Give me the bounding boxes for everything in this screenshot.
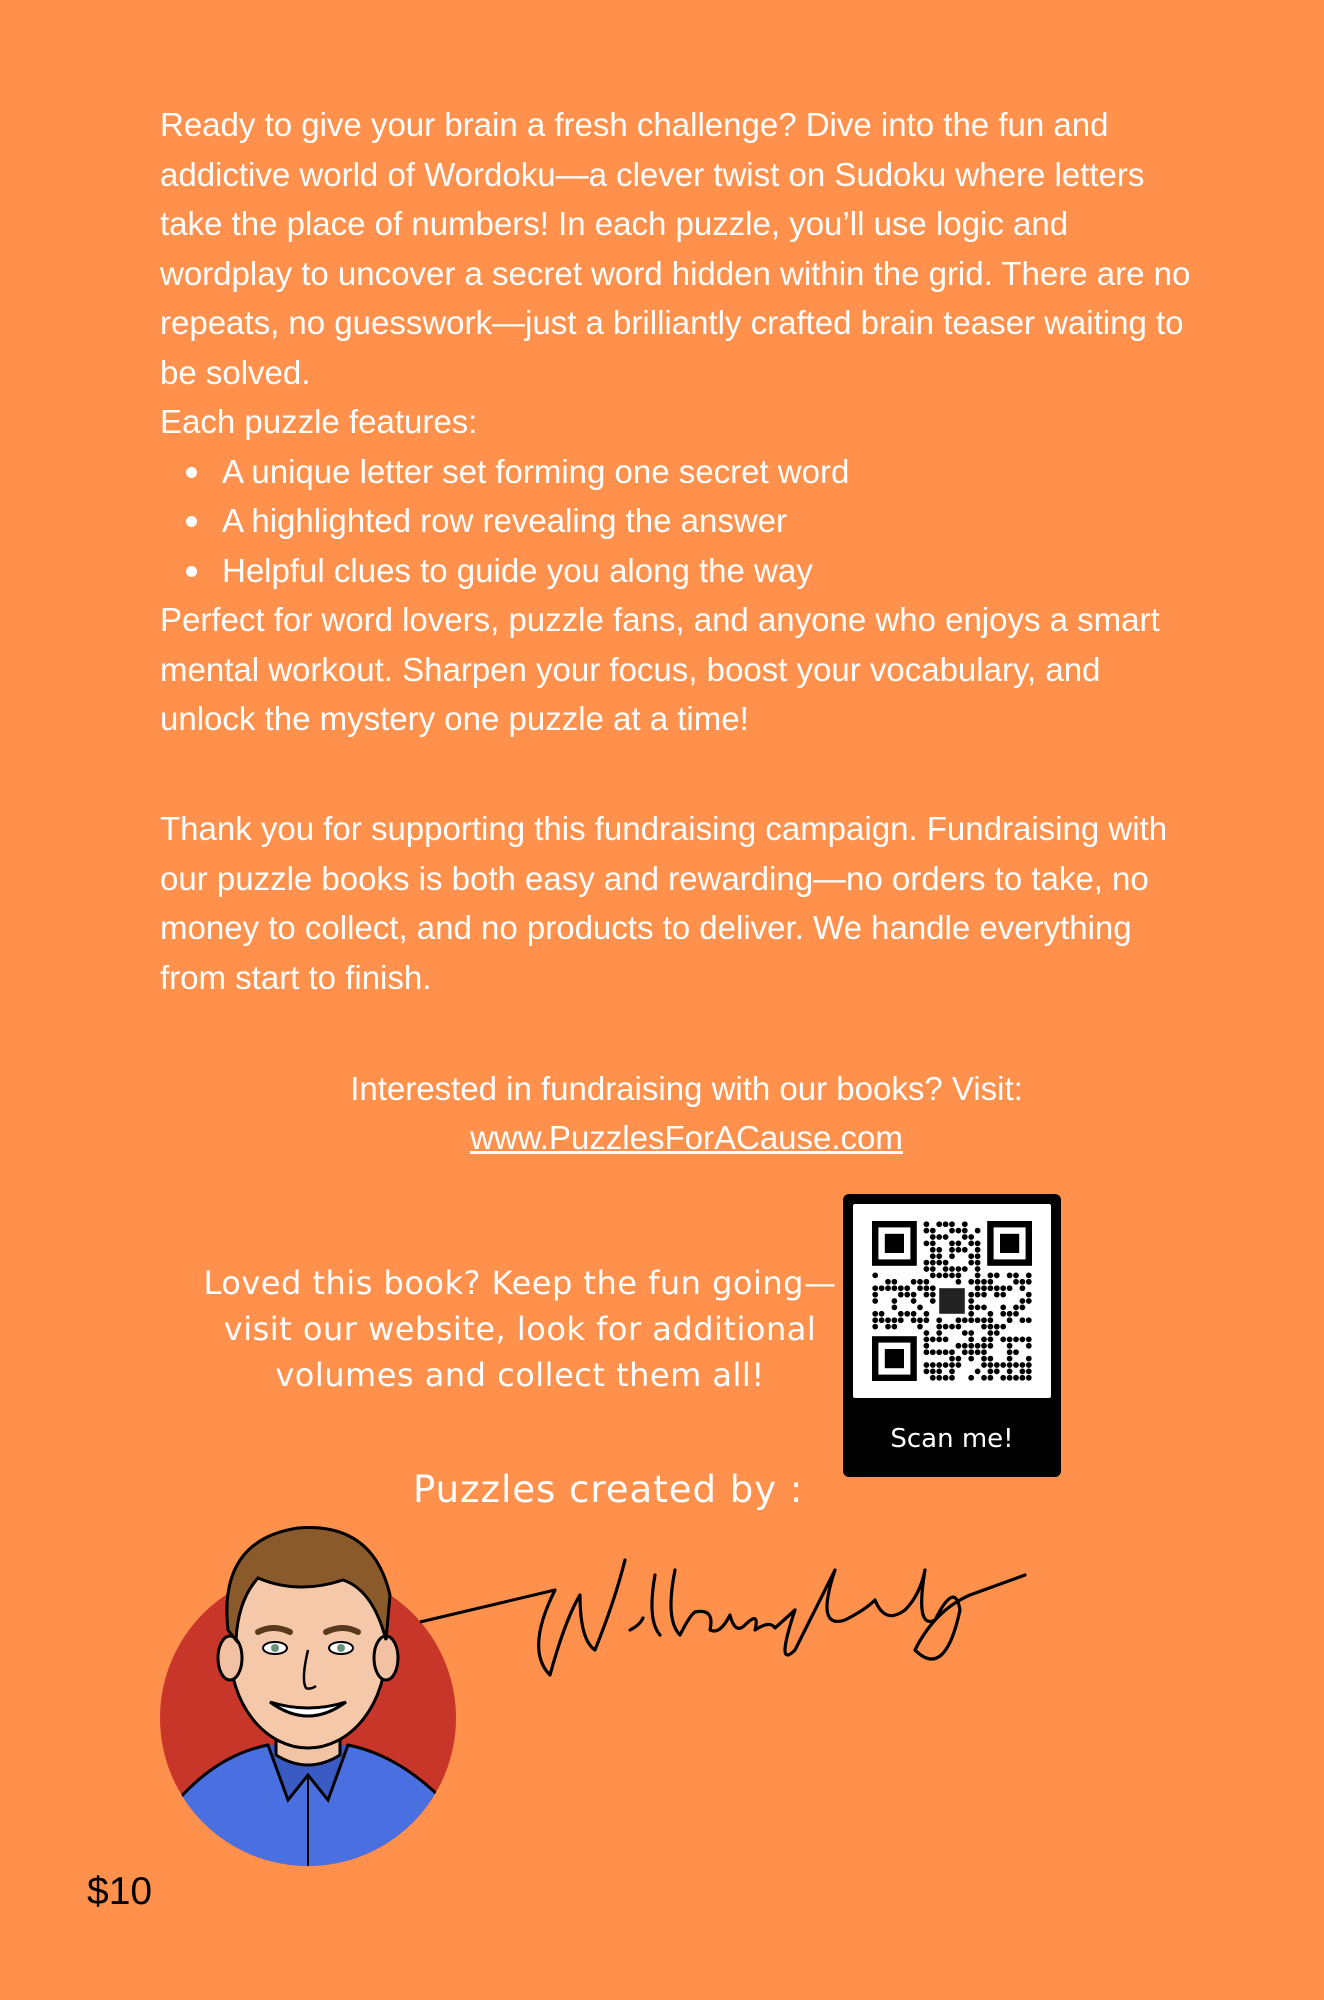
- author-signature: [415, 1500, 1035, 1700]
- intro-paragraph: Ready to give your brain a fresh challenge? Dive into the fun and addictive world of Wordoku—a clever twist on Sudoku where letters take the place of numbers! In each puzzle, you’ll use logic and wordplay to uncover a secret word hidden within the grid. There are no repeats, no guesswork—just a brilliantly crafted brain teaser waiting to be solved.: [160, 106, 1191, 391]
- thanks-paragraph: Thank you for supporting this fundraising campaign. Fundraising with our puzzle books is both easy and rewarding—no orders to take, no money to collect, and no products to deliver. We handle everything from start to finish.: [160, 810, 1168, 996]
- qr-code[interactable]: [853, 1204, 1051, 1398]
- visit-prompt: Interested in fundraising with our books? Visit:: [350, 1070, 1023, 1107]
- features-list: [160, 447, 1200, 596]
- website-link[interactable]: www.PuzzlesForACause.com: [470, 1119, 903, 1156]
- description-block: [160, 100, 1200, 744]
- price-label: $10: [87, 1870, 153, 1913]
- feature-item: Helpful clues to guide you along the way: [222, 546, 1200, 596]
- qr-card[interactable]: [843, 1194, 1061, 1477]
- promo-text: Loved this book? Keep the fun going— visit our website, look for additional volumes and collect them all!: [203, 1264, 837, 1394]
- feature-item: A highlighted row revealing the answer: [222, 496, 1200, 546]
- feature-item: A unique letter set forming one secret word: [222, 447, 1200, 497]
- qr-scan-label: Scan me!: [890, 1424, 1014, 1454]
- visit-block: [160, 1064, 1213, 1162]
- closing-paragraph: Perfect for word lovers, puzzle fans, and anyone who enjoys a smart mental workout. Sharpen your focus, boost your vocabulary, and unlock the mystery one puzzle at a time!: [160, 601, 1160, 737]
- qr-code-icon: [853, 1204, 1051, 1398]
- features-heading: Each puzzle features:: [160, 403, 478, 440]
- credit-label: Puzzles created by :: [413, 1468, 804, 1511]
